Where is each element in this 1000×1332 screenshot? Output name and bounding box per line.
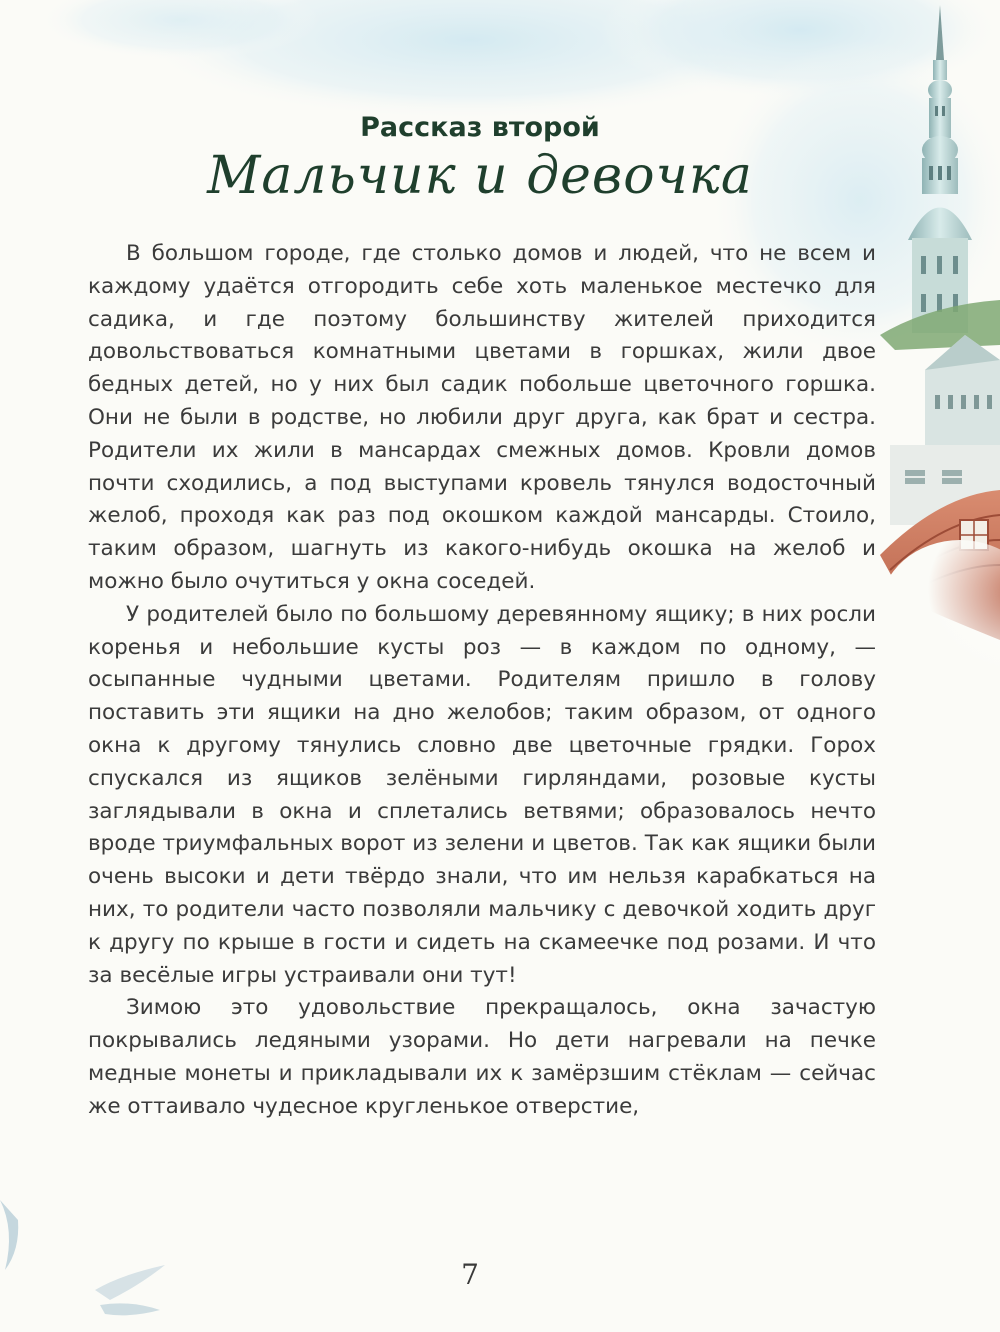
paragraph: Зимою это удовольствие прекращалось, окна зачастую покрывались ледяными узорами. Но дети нагревали на печке медные монеты и прикладывали их к замёрзшим стёклам — сейчас же оттаивало чудесное кругленькое отверстие, (88, 995, 876, 1119)
paragraph: У родителей было по большому деревянному ящику; в них росли коренья и небольшие кусты роз — в каждом по одному, — осыпанные чудными цветами. Родителям пришло в голову поставить эти ящики на дно желобов; таким образом, от одного окна к другому тянулись словно две цветочные грядки. Горох спускался из ящиков зелёными гирляндами, розовые кусты заглядывали в окна и сплетались ветвями; образовалось нечто вроде триумфальных ворот из зелени и цветов. Так как ящики были очень высоки и дети твёрдо знали, что им нельзя карабкаться на них, то родители часто позволяли мальчику с девочкой ходить друг к другу по крыше в гости и сидеть на скамеечке под розами. И что за весёлые игры устраивали они тут! (88, 601, 876, 988)
paragraph: В большом городе, где столько домов и людей, что не всем и каждому удаётся отгородить себе хоть маленькое местечко для садика, и где поэтому большинству жителей приходится довольствоваться комнатными цветами в горшках, жили двое бедных детей, но у них был садик побольше цветочного горшка. Они не были в родстве, но любили друг друга, как брат и сестра. Родители их жили в мансардах смежных домов. Кровли домов почти сходились, а под выступами кровель тянулся водосточный желоб, проходя как раз под окошком каждой мансарды. Стоило, таким образом, шагнуть из какого-нибудь окошка на желоб и можно было очутиться у окна соседей. (88, 241, 876, 594)
chapter-title: Мальчик и девочка (207, 146, 753, 206)
chapter-subtitle: Рассказ второй (360, 112, 600, 143)
page-number: 7 (461, 1258, 479, 1291)
body-text (88, 238, 876, 1124)
